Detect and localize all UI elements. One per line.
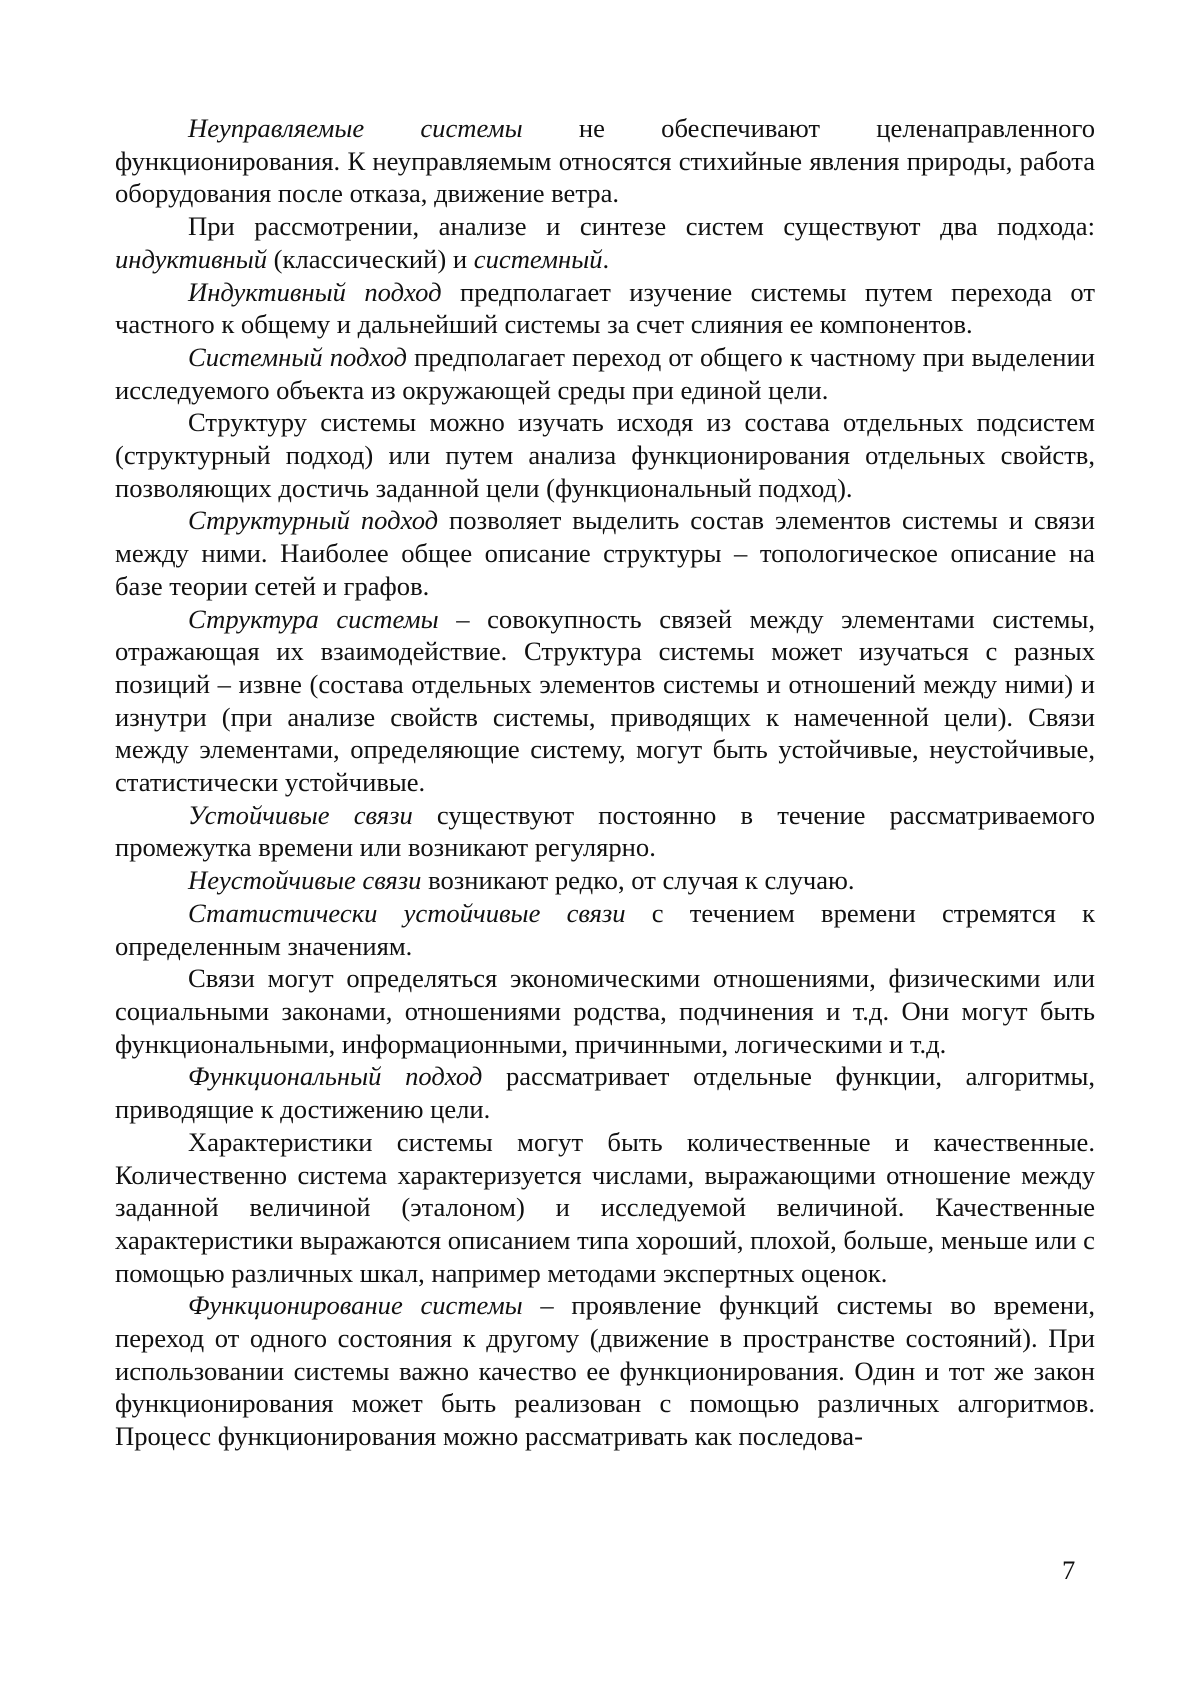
term-functional-approach: Функциональный подход	[188, 1061, 482, 1091]
term-statistical-links: Статистически устойчивые связи	[188, 898, 626, 928]
paragraph-inductive-approach: Индуктивный подход предполагает изучение системы путем перехода от частного к общему и дальнейший системы за счет слияния ее компонентов.	[115, 276, 1095, 341]
term-stable-links: Устойчивые связи	[188, 800, 413, 830]
term-structural-approach: Структурный подход	[188, 505, 438, 535]
term-inductive-approach: Индуктивный подход	[188, 277, 442, 307]
paragraph-structural-approach: Структурный подход позволяет выделить состав элементов системы и связи между ними. Наиболее общее описание структуры – топологическое описание на базе теории сетей и графов.	[115, 504, 1095, 602]
term-systemic: системный	[474, 244, 603, 274]
paragraph-functioning: Функционирование системы – проявление функций системы во времени, переход от одного состояния к другому (движение в пространстве состояний). При использовании системы важно качество ее функционирования. Один и тот же закон функционирования может быть реализован с помощью различных алгоритмов. Процесс функционирования можно рассматривать как последова-	[115, 1289, 1095, 1453]
paragraph-systemic-approach: Системный подход предполагает переход от общего к частному при выделении исследуемого объекта из окружающей среды при единой цели.	[115, 341, 1095, 406]
paragraph-structure-study: Структуру системы можно изучать исходя из состава отдельных подсистем (структурный подход) или путем анализа функционирования отдельных свойств, позволяющих достичь заданной цели (функциональный подход).	[115, 406, 1095, 504]
term-uncontrolled-systems: Неуправляемые системы	[188, 113, 523, 143]
paragraph-functional-approach: Функциональный подход рассматривает отдельные функции, алгоритмы, приводящие к достижению цели.	[115, 1060, 1095, 1125]
paragraph-characteristics: Характеристики системы могут быть количественные и качественные. Количественно система характеризуется числами, выражающими отношение между заданной величиной (эталоном) и исследуемой величиной. Качественные характеристики выражаются описанием типа хороший, плохой, больше, меньше или с помощью различных шкал, например методами экспертных оценок.	[115, 1126, 1095, 1290]
term-unstable-links: Неустойчивые связи	[188, 865, 421, 895]
term-functioning: Функционирование системы	[188, 1290, 523, 1320]
term-systemic-approach: Системный подход	[188, 342, 407, 372]
term-system-structure: Структура системы	[188, 604, 439, 634]
paragraph-unstable-links: Неустойчивые связи возникают редко, от случая к случаю.	[115, 864, 1095, 897]
paragraph-two-approaches: При рассмотрении, анализе и синтезе систем существуют два подхода: индуктивный (классический) и системный.	[115, 210, 1095, 275]
paragraph-statistical-links: Статистически устойчивые связи с течением времени стремятся к определенным значениям.	[115, 897, 1095, 962]
page-number: 7	[1062, 1554, 1075, 1586]
paragraph-stable-links: Устойчивые связи существуют постоянно в течение рассматриваемого промежутка времени или возникают регулярно.	[115, 799, 1095, 864]
paragraph-link-types: Связи могут определяться экономическими отношениями, физическими или социальными законами, отношениями родства, подчинения и т.д. Они могут быть функциональными, информационными, причинными, логическими и т.д.	[115, 962, 1095, 1060]
paragraph-uncontrolled-systems: Неуправляемые системы не обеспечивают целенаправленного функционирования. К неуправляемым относятся стихийные явления природы, работа оборудования после отказа, движение ветра.	[115, 112, 1095, 210]
page-body	[115, 112, 1095, 1453]
paragraph-system-structure: Структура системы – совокупность связей между элементами системы, отражающая их взаимодействие. Структура системы может изучаться с разных позиций – извне (состава отдельных элементов системы и отношений между ними) и изнутри (при анализе свойств системы, приводящих к намеченной цели). Связи между элементами, определяющие систему, могут быть устойчивые, неустойчивые, статистически устойчивые.	[115, 603, 1095, 799]
term-inductive: индуктивный	[115, 244, 267, 274]
